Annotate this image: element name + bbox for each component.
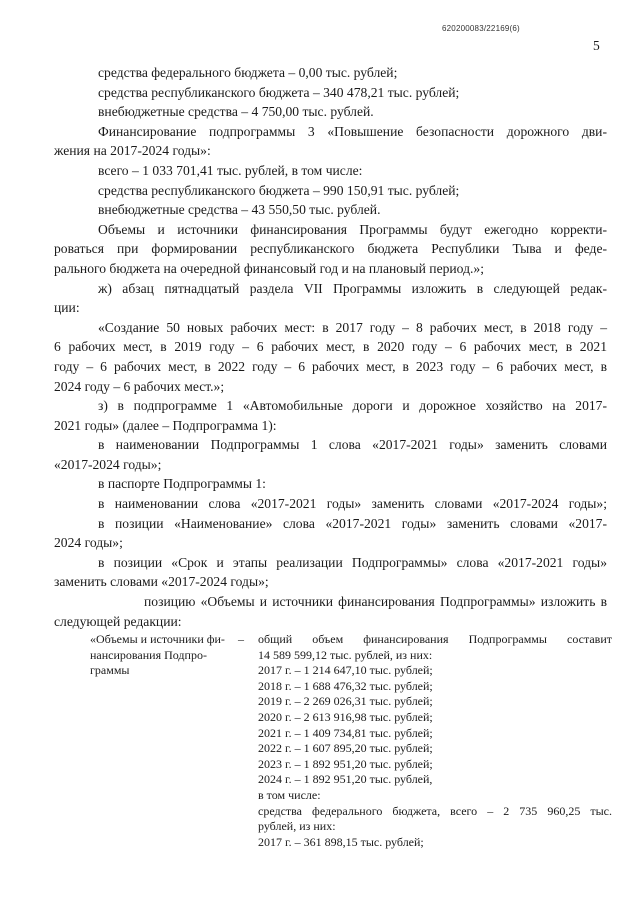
value-line: рублей, из них: [258,819,336,834]
text-line: в паспорте Подпрограммы 1: [98,476,266,492]
value-line: 2022 г. – 1 607 895,20 тыс. рублей; [258,741,433,756]
text-line: Финансирование подпрограммы 3 «Повышение безопасности дорожного дви- [98,123,607,139]
text-line: 2024 годы»; [54,535,123,551]
text-line: 2024 году – 6 рабочих мест.»; [54,378,225,394]
text-line: ции: [54,300,80,316]
financing-label-cell [90,632,238,850]
text-line: внебюджетные средства – 4 750,00 тыс. рублей. [98,104,374,120]
table-row [90,632,612,850]
text-line: в позиции «Наименование» слова «2017-2021 годы» заменить словами «2017- [98,515,607,531]
text-line: «Создание 50 новых рабочих мест: в 2017 году – 8 рабочих мест, в 2018 году – [98,319,607,335]
value-line: 2023 г. – 1 892 951,20 тыс. рублей; [258,756,433,771]
text-line: в наименовании Подпрограммы 1 слова «2017-2021 годы» заменить словами [98,437,607,453]
text-line: средства республиканского бюджета – 990 150,91 тыс. рублей; [98,182,460,198]
label-line: граммы [90,663,130,678]
text-line: всего – 1 033 701,41 тыс. рублей, в том числе: [98,162,363,178]
value-line: средства федерального бюджета, всего – 2 735 960,25 тыс. [258,803,612,818]
text-line: роваться при формировании республиканского бюджета Республики Тыва и феде- [54,241,607,257]
text-line: в наименовании слова «2017-2021 годы» заменить словами «2017-2024 годы»; [98,496,607,512]
value-line: 2018 г. – 1 688 476,32 тыс. рублей; [258,678,433,693]
page-number: 5 [593,38,600,53]
value-line: 2017 г. – 1 214 647,10 тыс. рублей; [258,663,433,678]
text-line: средства федерального бюджета – 0,00 тыс. рублей; [98,65,398,80]
text-line: заменить словами «2017-2024 годы»; [54,574,269,590]
financing-value-cell [258,632,612,850]
text-line: з) в подпрограмме 1 «Автомобильные дороги и дорожное хозяйство на 2017- [98,398,607,414]
text-line: в позиции «Срок и этапы реализации Подпрограммы» слова «2017-2021 годы» [98,554,607,570]
text-line: году – 6 рабочих мест, в 2022 году – 6 рабочих мест, в 2023 году – 6 рабочих мест, в [54,358,607,374]
document-id: 620200083/22169(6) [442,24,520,33]
document-body [54,63,607,631]
text-line: 2021 годы» (далее – Подпрограмма 1): [54,417,277,433]
text-line: позицию «Объемы и источники финансирования Подпрограммы» изложить в [144,594,607,610]
value-line: 2017 г. – 361 898,15 тыс. рублей; [258,834,424,849]
text-line: ж) абзац пятнадцатый раздела VII Программы изложить в следующей редак- [98,280,607,296]
text-line: внебюджетные средства – 43 550,50 тыс. рублей. [98,202,381,218]
value-line: 2020 г. – 2 613 916,98 тыс. рублей; [258,709,433,724]
value-line: в том числе: [258,787,321,802]
value-line: общий объем финансирования Подпрограммы составит [258,632,612,646]
label-line: нансирования Подпро- [90,647,207,662]
text-line: рального бюджета на очередной финансовый год и на плановый период.»; [54,260,484,276]
text-line: 6 рабочих мест, в 2019 году – 6 рабочих мест, в 2020 году – 6 рабочих мест, в 2021 [54,339,607,355]
dash-cell: – [238,632,244,646]
text-line: жения на 2017-2024 годы»: [54,143,211,159]
value-line: 2021 г. – 1 409 734,81 тыс. рублей; [258,725,433,740]
label-line: «Объемы и источники фи- [90,632,225,646]
text-line: следующей редакции: [54,613,182,629]
value-line: 2019 г. – 2 269 026,31 тыс. рублей; [258,694,433,709]
text-line: «2017-2024 годы»; [54,456,162,472]
value-line: 14 589 599,12 тыс. рублей, из них: [258,647,433,662]
financing-table [90,632,612,850]
text-line: средства республиканского бюджета – 340 478,21 тыс. рублей; [98,84,460,100]
text-line: Объемы и источники финансирования Программы будут ежегодно корректи- [98,221,607,237]
value-line: 2024 г. – 1 892 951,20 тыс. рублей, [258,772,433,787]
